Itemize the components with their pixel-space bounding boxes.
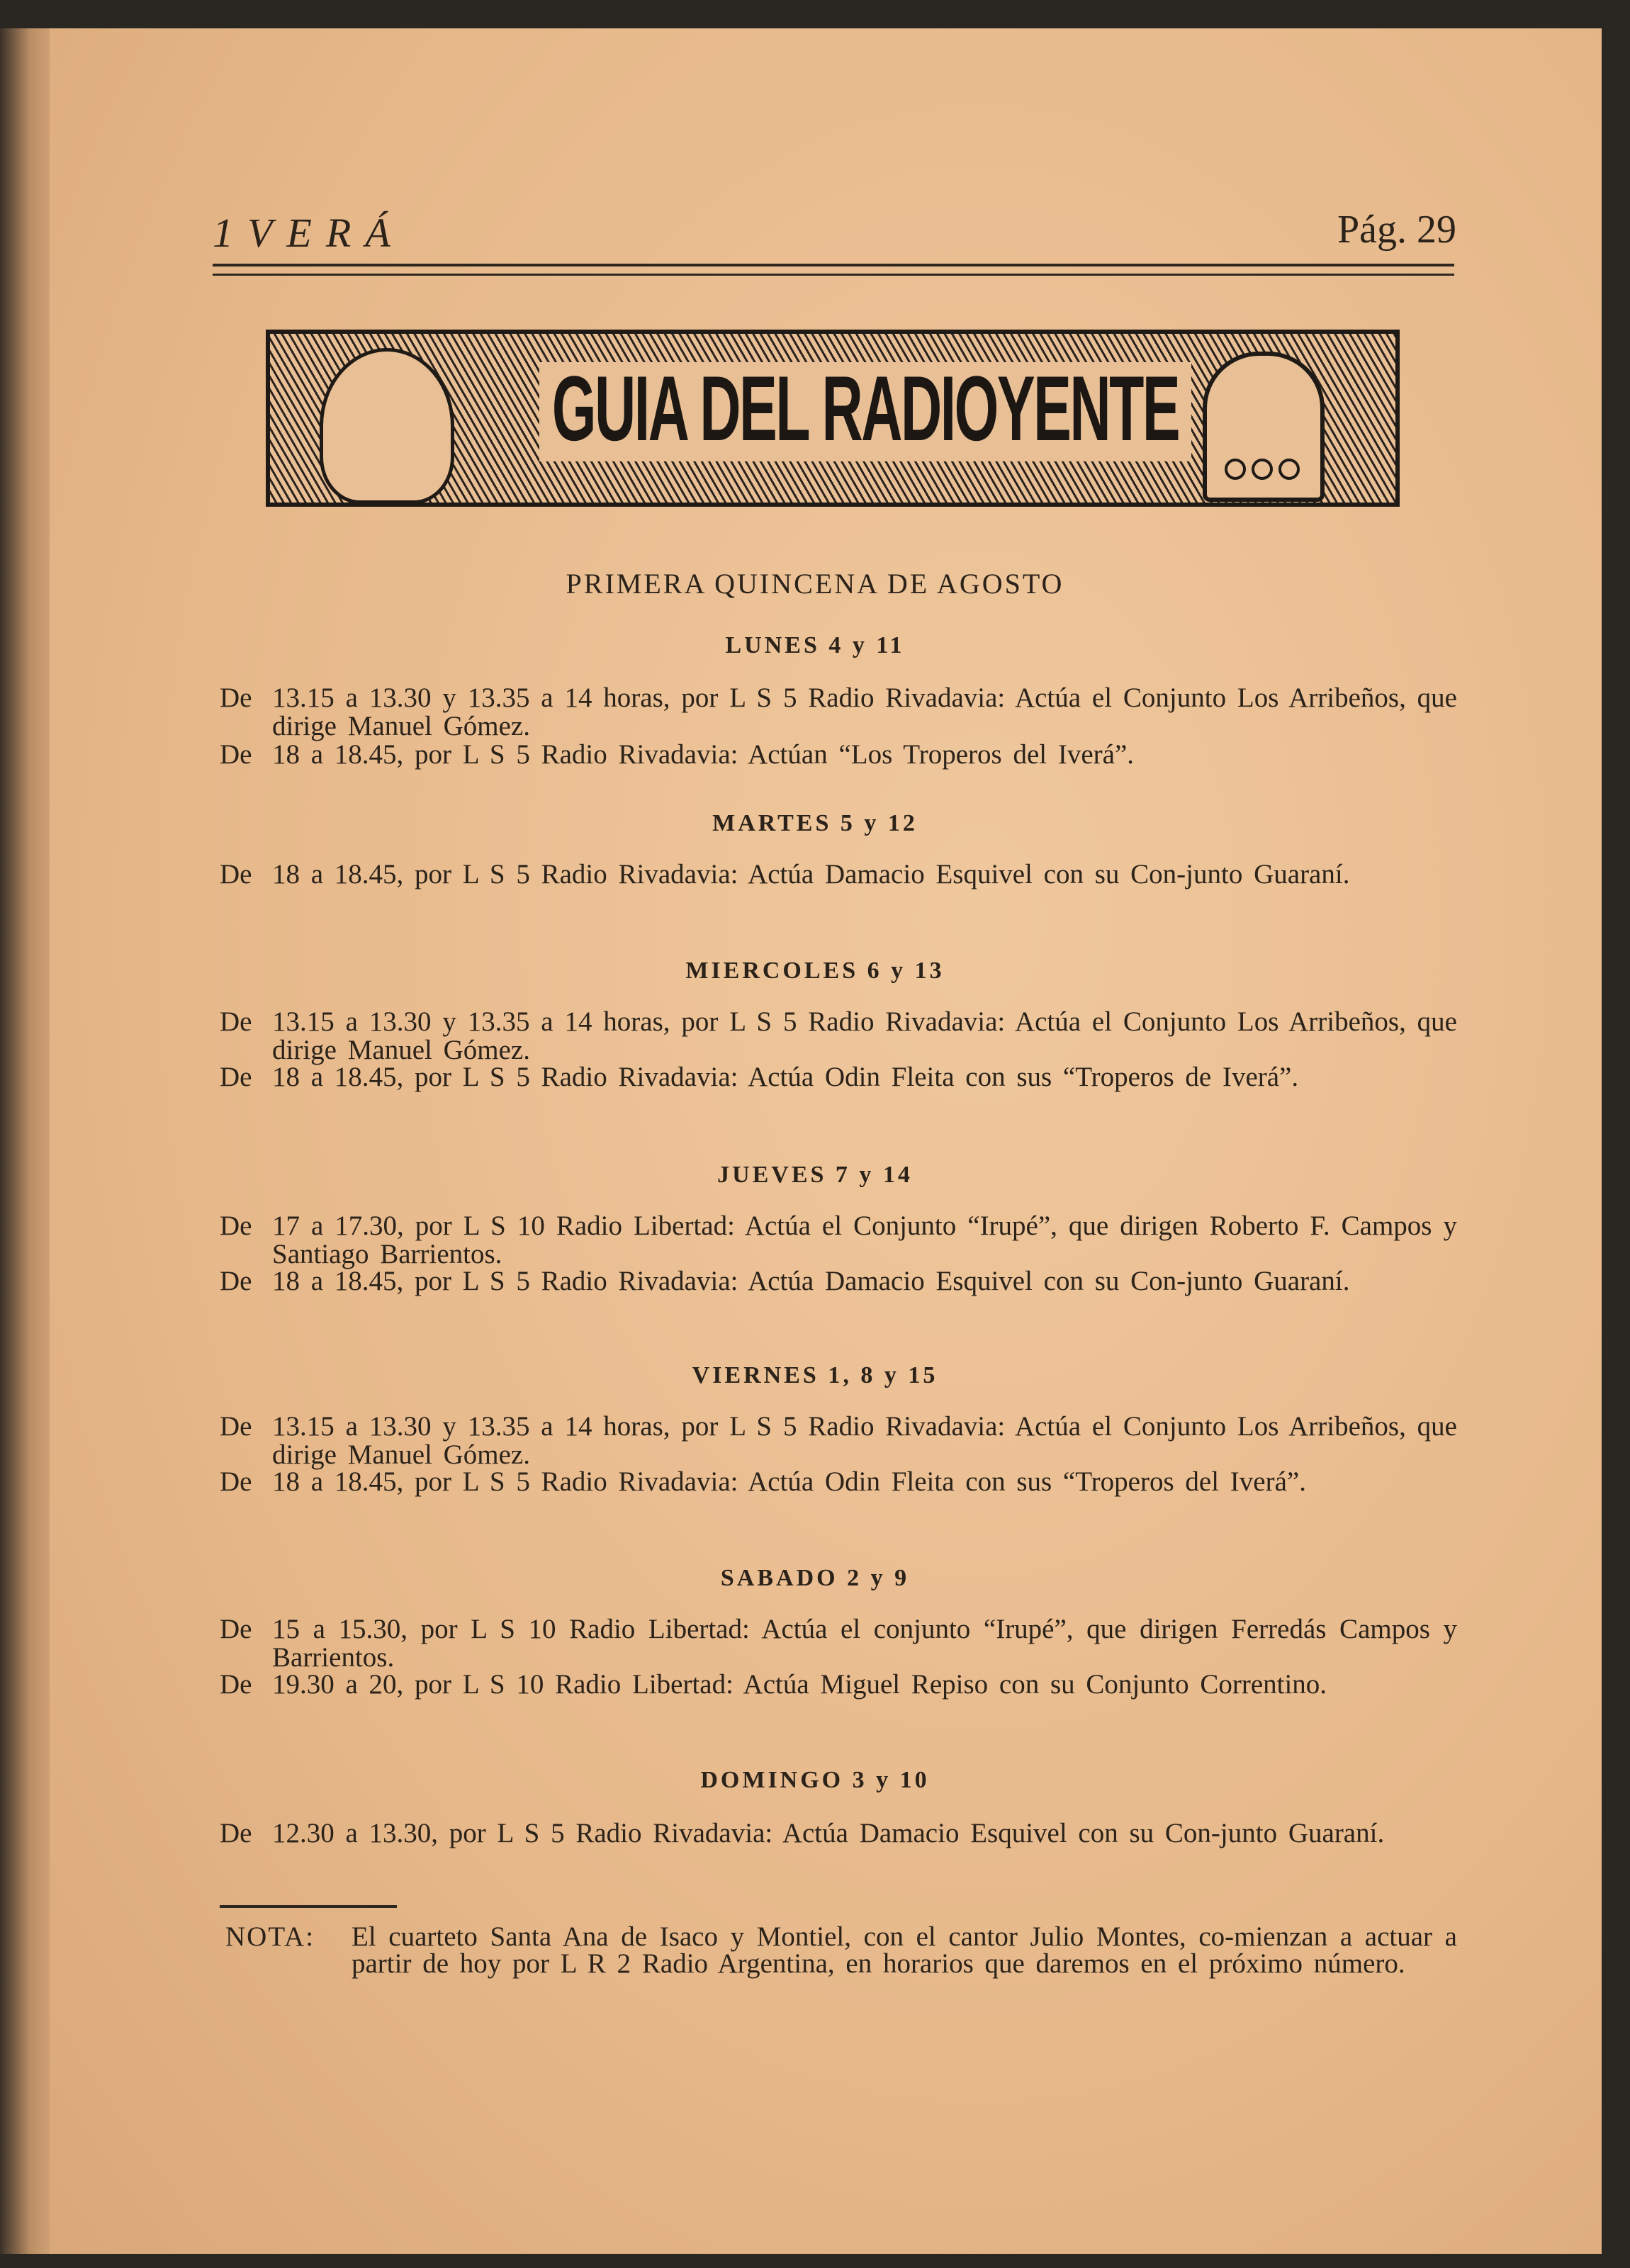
radio-illustration-icon: [1203, 352, 1325, 502]
entry-text: 19.30 a 20, por L S 10 Radio Libertad: Actúa Miguel Repiso con su Conjunto Correntino.: [272, 1669, 1327, 1700]
schedule-entry: [220, 1671, 1457, 1699]
entry-prefix: De: [220, 1211, 252, 1241]
schedule-entry: [220, 684, 1457, 741]
schedule-entry: [220, 1413, 1457, 1469]
entry-prefix: De: [220, 1411, 252, 1442]
entry-text: 18 a 18.45, por L S 5 Radio Rivadavia: Actúan “Los Troperos del Iverá”.: [272, 739, 1135, 770]
schedule-entry: [220, 1819, 1457, 1848]
entry-prefix: De: [220, 1669, 252, 1700]
footnote-rule: [220, 1905, 397, 1908]
header-rule-top: [213, 264, 1454, 266]
schedule-entry: [220, 741, 1457, 769]
entry-text: 18 a 18.45, por L S 5 Radio Rivadavia: Actúa Odin Fleita con sus “Troperos del Iverá”.: [272, 1466, 1306, 1497]
entry-prefix: De: [220, 1466, 252, 1497]
entry-prefix: De: [220, 1614, 252, 1644]
entry-prefix: De: [220, 1006, 252, 1037]
woman-illustration-icon: [320, 348, 454, 504]
day-heading: VIERNES 1, 8 y 15: [692, 1362, 938, 1388]
schedule-entry: [220, 1615, 1457, 1672]
entry-prefix: De: [220, 1062, 252, 1092]
note: [225, 1921, 1457, 1979]
page-number: Pág. 29: [1337, 208, 1456, 252]
day-heading: DOMINGO 3 y 10: [700, 1767, 930, 1793]
header-rule-bottom: [213, 274, 1454, 276]
book-spine: [0, 28, 50, 2254]
schedule-entry: [220, 1212, 1457, 1269]
guia-del-radioyente-banner: [266, 330, 1400, 507]
entry-text: 17 a 17.30, por L S 10 Radio Libertad: Actúa el Conjunto “Irupé”, que dirigen Roberto F. Campos y Santiago Barrientos.: [272, 1211, 1457, 1269]
entry-prefix: De: [220, 1266, 252, 1296]
day-heading: MARTES 5 y 12: [712, 810, 918, 836]
schedule-entry: [220, 1008, 1457, 1065]
entry-prefix: De: [220, 739, 252, 770]
entry-text: 18 a 18.45, por L S 5 Radio Rivadavia: Actúa Odin Fleita con sus “Troperos de Iverá”.: [272, 1062, 1299, 1092]
day-heading: MIERCOLES 6 y 13: [685, 958, 945, 984]
schedule-entry: [220, 1063, 1457, 1091]
entry-text: 15 a 15.30, por L S 10 Radio Libertad: Actúa el conjunto “Irupé”, que dirigen Ferredás Campos y Barrientos.: [272, 1614, 1457, 1673]
day-heading: LUNES 4 y 11: [725, 632, 905, 658]
entry-prefix: De: [220, 683, 252, 713]
section-subtitle: PRIMERA QUINCENA DE AGOSTO: [566, 568, 1064, 600]
day-heading: JUEVES 7 y 14: [717, 1162, 913, 1188]
entry-text: 13.15 a 13.30 y 13.35 a 14 horas, por L S 5 Radio Rivadavia: Actúa el Conjunto Los Arribeños, que dirige Manuel Gómez.: [272, 1006, 1457, 1065]
entry-text: 13.15 a 13.30 y 13.35 a 14 horas, por L S 5 Radio Rivadavia: Actúa el Conjunto Los Arribeños, que dirige Manuel Gómez.: [272, 1411, 1457, 1470]
page-edge: [1602, 28, 1630, 2254]
schedule-entry: [220, 860, 1457, 889]
entry-text: 18 a 18.45, por L S 5 Radio Rivadavia: Actúa Damacio Esquivel con su Con-junto Guaraní.: [272, 1266, 1350, 1296]
day-heading: SABADO 2 y 9: [720, 1565, 910, 1591]
entry-text: 13.15 a 13.30 y 13.35 a 14 horas, por L S 5 Radio Rivadavia: Actúa el Conjunto Los Arribeños, que dirige Manuel Gómez.: [272, 683, 1457, 741]
magazine-name: 1VERÁ: [213, 210, 405, 256]
schedule-entry: [220, 1468, 1457, 1496]
entry-text: 18 a 18.45, por L S 5 Radio Rivadavia: Actúa Damacio Esquivel con su Con-junto Guaraní.: [272, 859, 1350, 889]
entry-prefix: De: [220, 859, 252, 889]
note-text: El cuarteto Santa Ana de Isaco y Montiel, con el cantor Julio Montes, co-mienzan a actuar a partir de hoy por L R 2 Radio Argentina, en horarios que daremos en el próximo número.: [352, 1921, 1457, 1979]
entry-text: 12.30 a 13.30, por L S 5 Radio Rivadavia: Actúa Damacio Esquivel con su Con-junto Guaraní.: [272, 1818, 1385, 1848]
schedule-entry: [220, 1267, 1457, 1296]
banner-title: GUIA DEL RADIOYENTE: [551, 357, 1179, 460]
note-label: NOTA:: [225, 1921, 315, 1952]
entry-prefix: De: [220, 1818, 252, 1848]
